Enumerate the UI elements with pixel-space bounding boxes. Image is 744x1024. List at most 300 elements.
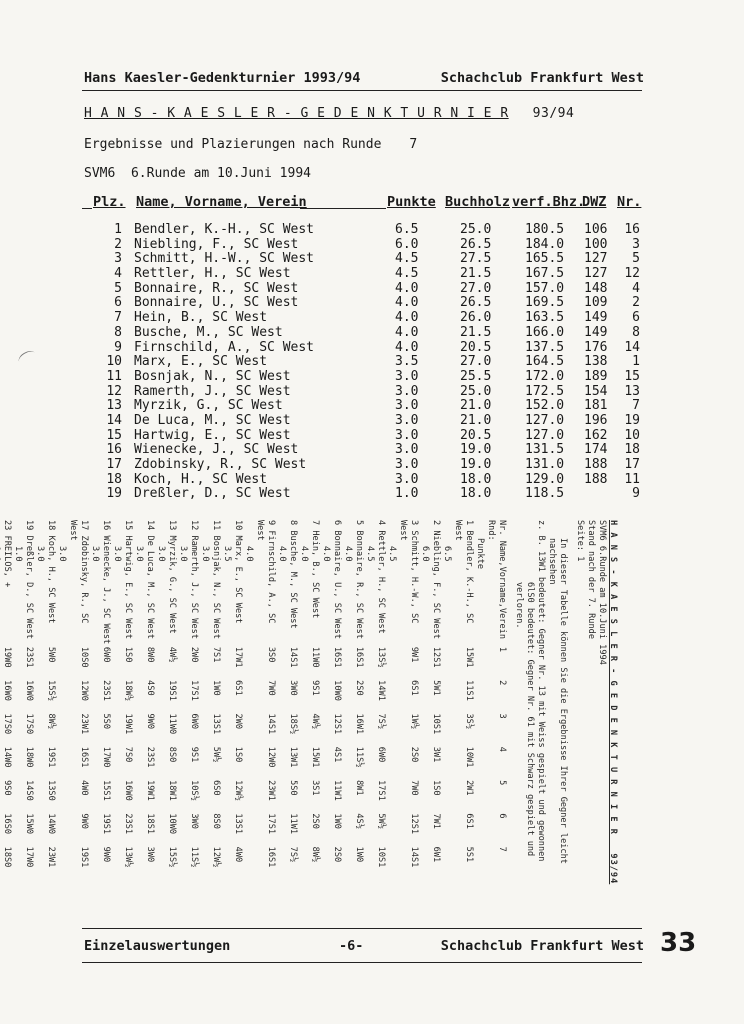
rot-row-result: 12W½ <box>211 846 221 868</box>
cell-verf: 172.5 <box>525 383 565 399</box>
rot-row <box>331 520 342 880</box>
cell-nr: 19 <box>624 412 640 428</box>
rot-row-result: 18W½ <box>123 680 133 701</box>
rot-row <box>353 520 364 880</box>
rot-row-result: 4W0 <box>233 846 243 863</box>
cell-buchholz: 26.5 <box>460 236 492 252</box>
rot-row-result: 19S1 <box>101 813 111 835</box>
cell-nr: 10 <box>624 427 640 443</box>
rot-line2: SVM6 6.Runde am 10.Juni 1994 <box>597 520 607 665</box>
col-plz: Plz. <box>93 194 126 210</box>
rot-head-cell: 2 <box>497 680 507 686</box>
cell-dwz: 162 <box>584 427 608 443</box>
rot-row-result: 8W½ <box>310 846 320 863</box>
rot-head-cell: 5 <box>497 780 507 786</box>
cell-buchholz: 27.0 <box>460 354 492 370</box>
rot-row <box>188 520 199 880</box>
rot-row-points: 6.5 <box>442 546 452 562</box>
rot-row-points: 3.5 <box>222 546 232 562</box>
footer-rule-bottom <box>82 962 642 963</box>
cell-name: Hartwig, E., SC West <box>134 427 291 443</box>
rot-row-result: 1W½ <box>409 713 419 729</box>
rot-head-cell: 1 <box>497 646 507 653</box>
table-row <box>0 266 744 281</box>
rot-row-result: 17S0 <box>2 713 12 735</box>
cell-punkte: 4.0 <box>395 310 419 326</box>
cell-verf: 157.0 <box>525 280 565 296</box>
rot-row-name: 8 Busche, M., SC West <box>288 520 298 629</box>
cell-plz: 16 <box>106 442 122 458</box>
cell-buchholz: 25.0 <box>460 222 492 237</box>
cell-plz: 19 <box>106 486 122 502</box>
rot-row-name: 2 Niebling, F., SC West <box>431 520 441 639</box>
rot-row-result: 14S0 <box>24 780 34 801</box>
cell-plz: 3 <box>114 251 122 267</box>
cell-punkte: 3.0 <box>395 368 419 384</box>
cell-buchholz: 21.5 <box>460 324 492 340</box>
table-row <box>0 384 744 399</box>
cell-buchholz: 18.0 <box>460 471 492 487</box>
cell-name: Bonnaire, R., SC West <box>134 280 299 296</box>
cell-punkte: 4.0 <box>395 339 419 355</box>
rot-row-result: 6S1 <box>233 680 243 696</box>
rotated-crosstable <box>2 520 618 885</box>
rot-row-result: 3S1 <box>310 780 320 796</box>
rot-row-name: 12 Ramerth, J., SC West <box>189 520 199 639</box>
rot-note3: 6lS0 bedeutet: Gegner Nr. 61 mit Schwarz gespielt und verloren. <box>514 582 535 857</box>
rot-row-result: 9W0 <box>145 713 155 729</box>
rot-row-result: 4S½ <box>354 813 364 829</box>
rot-row-result: 13S½ <box>376 646 386 668</box>
rot-row-result: 16S1 <box>332 646 342 668</box>
rot-row-result: 17S1 <box>266 813 276 835</box>
rot-row <box>23 520 34 880</box>
rot-row-result: 9S1 <box>189 746 199 763</box>
rot-row-points: 4.5 <box>365 546 375 562</box>
footer-middle: -6- <box>339 938 364 954</box>
rot-row-result: 7W1 <box>431 813 441 829</box>
rot-row-result: 8W0 <box>145 646 155 663</box>
cell-dwz: 188 <box>584 457 608 472</box>
rot-row-result: 5S0 <box>288 780 298 796</box>
rot-row <box>144 520 155 880</box>
rot-note2: z. B. 13W1 bedeutet: Gegner Nr. 13 mit Weiss gespielt und gewonnen <box>536 520 546 862</box>
rot-row-result: 1S0 <box>431 780 441 796</box>
rot-row-result: 18W0 <box>24 746 34 768</box>
cell-plz: 17 <box>106 457 122 472</box>
cell-dwz: 154 <box>584 383 608 399</box>
rot-row-result: 9W0 <box>101 846 111 863</box>
rot-row-result: 1W0 <box>332 813 342 829</box>
rot-row-result: 23W1 <box>266 780 276 801</box>
cell-name: Bonnaire, U., SC West <box>134 295 299 311</box>
rot-row-points: 3.0 <box>178 546 188 562</box>
main-title-text: H A N S - K A E S L E R - G E D E N K T U R N I E R <box>84 106 509 121</box>
rot-row-result: 13S0 <box>46 780 56 801</box>
rot-row-points: 4.0 <box>277 546 287 562</box>
rot-row-result: 13S1 <box>211 713 221 735</box>
cell-nr: 16 <box>624 222 640 237</box>
cell-punkte: 3.0 <box>395 427 419 443</box>
rot-row-name: 17 Zdobinsky, R., SC West <box>68 520 89 624</box>
rot-row-result: 9W1 <box>409 646 419 663</box>
rot-row-result: 15W1 <box>310 746 320 768</box>
cell-verf: 164.5 <box>525 354 565 370</box>
rot-row-points: 3.0 <box>35 546 45 562</box>
rot-row-result: 19S1 <box>79 846 89 868</box>
rot-row-result: 1S0 <box>123 646 133 663</box>
col-dwz: DWZ <box>582 194 607 210</box>
cell-nr: 7 <box>632 398 640 414</box>
rot-row-result: 13W½ <box>123 846 133 868</box>
cell-plz: 7 <box>114 310 122 326</box>
rot-row <box>254 520 276 880</box>
cell-punkte: 4.0 <box>395 295 419 311</box>
cell-verf: 167.5 <box>525 266 565 282</box>
rot-row-result: 12S1 <box>409 813 419 835</box>
rot-head-cell: 3 <box>497 713 507 719</box>
cell-name: Bendler, K.-H., SC West <box>134 222 315 237</box>
cell-verf: 172.0 <box>525 368 565 384</box>
rot-row-result: 23S1 <box>145 746 155 768</box>
cell-name: Myrzik, G., SC West <box>134 398 283 414</box>
rot-header-punkte: Punkte <box>475 538 485 570</box>
main-title <box>84 106 574 121</box>
rot-row-name: 13 Myrzik, G., SC West <box>167 520 177 634</box>
rot-row-result: 6W1 <box>431 846 441 863</box>
rot-row-result: 13S1 <box>233 813 243 835</box>
table-row <box>0 369 744 384</box>
cell-name: Ramerth, J., SC West <box>134 383 291 399</box>
rot-row <box>1 520 12 880</box>
table-row <box>0 413 744 428</box>
rot-row-name: 18 Koch, H., SC West <box>46 520 56 624</box>
rot-row-result: 19S1 <box>167 680 177 701</box>
cell-nr: 13 <box>624 383 640 399</box>
rot-row-result: 19W0 <box>2 646 12 668</box>
rot-row-result: 1W0 <box>211 680 221 696</box>
table-row <box>0 354 744 369</box>
rot-row-result: 16W0 <box>2 680 12 701</box>
cell-buchholz: 19.0 <box>460 442 492 458</box>
cell-nr: 6 <box>632 310 640 326</box>
rot-row-result: 11W0 <box>167 713 177 735</box>
rot-row-name: 16 Wienecke, J., SC West <box>101 520 111 645</box>
rot-row-result: 17S0 <box>24 713 34 735</box>
rot-row <box>166 520 177 880</box>
cell-punkte: 3.0 <box>395 457 419 472</box>
table-row <box>0 486 744 501</box>
footer-right: Schachclub Frankfurt West <box>440 938 644 954</box>
rot-row-points: 4.0 <box>244 546 254 562</box>
cell-name: Niebling, F., SC West <box>134 236 299 252</box>
cell-dwz: 100 <box>584 236 608 252</box>
rot-head-cell: Nr. Name,Vorname,Verein Rnd: <box>486 520 507 639</box>
cell-buchholz: 27.0 <box>460 280 492 296</box>
rot-header-row <box>485 520 507 880</box>
cell-plz: 12 <box>106 383 122 399</box>
cell-nr: 2 <box>632 295 640 311</box>
rot-row-result: 5W½ <box>211 746 221 763</box>
cell-name: Wienecke, J., SC West <box>134 442 299 458</box>
cell-plz: 5 <box>114 280 122 296</box>
table-row <box>0 472 744 487</box>
column-rule-mid <box>300 208 386 209</box>
rot-row-result: 3W0 <box>145 846 155 863</box>
cell-dwz: 127 <box>584 266 608 282</box>
cell-verf: 184.0 <box>525 236 565 252</box>
table-row <box>0 457 744 472</box>
rot-row <box>210 520 221 880</box>
footer-rule-top <box>82 928 642 929</box>
rot-row-result: 3S½ <box>464 713 474 729</box>
rot-row-points: 4.0 <box>299 546 309 562</box>
rot-row <box>397 520 419 880</box>
cell-plz: 6 <box>114 295 122 311</box>
rot-row-name: 3 Schmitt, H.-W., SC West <box>398 520 419 624</box>
rot-row-result: 14W1 <box>376 680 386 701</box>
cell-verf: 131.5 <box>525 442 565 458</box>
rot-row-result: 14W0 <box>2 746 12 768</box>
cell-punkte: 3.0 <box>395 442 419 458</box>
cell-verf: 127.0 <box>525 412 565 428</box>
rot-row-result: 17S1 <box>189 680 199 701</box>
rot-row-points: 3.0 <box>156 546 166 562</box>
rot-row-result: 17W0 <box>101 746 111 768</box>
table-row <box>0 281 744 296</box>
rot-row-result: 19W1 <box>145 780 155 801</box>
cell-verf: 127.0 <box>525 427 565 443</box>
rot-row-result: 7S½ <box>288 846 298 863</box>
cell-dwz: 174 <box>584 442 608 458</box>
rot-row-result: 10W0 <box>332 680 342 701</box>
rot-line4: Seite: 1 <box>575 520 585 562</box>
rot-row-result: 12W½ <box>233 780 243 801</box>
rot-row-result: 8S0 <box>211 813 221 829</box>
header-right: Schachclub Frankfurt West <box>440 70 644 86</box>
page-footer <box>84 938 644 954</box>
cell-name: Busche, M., SC West <box>134 324 283 340</box>
cell-verf: 180.5 <box>525 222 565 237</box>
rot-row-result: 17S1 <box>376 780 386 801</box>
rot-row-result: 5S1 <box>464 846 474 863</box>
cell-name: De Luca, M., SC West <box>134 412 291 428</box>
cell-buchholz: 27.5 <box>460 251 492 267</box>
rot-row-result: 16S0 <box>2 813 12 835</box>
table-row <box>0 325 744 340</box>
rot-row-result: 15W0 <box>24 813 34 835</box>
cell-nr: 14 <box>624 339 640 355</box>
rot-row-points: 3.0 <box>112 546 122 562</box>
rot-title: H A N S - K A E S L E R - G E D E N K T U R N I E R 93/94 <box>608 520 618 885</box>
cell-buchholz: 20.5 <box>460 339 492 355</box>
rot-row-result: 2W1 <box>464 780 474 796</box>
cell-buchholz: 21.5 <box>460 266 492 282</box>
rot-row-name: 5 Bonnaire, R., SC West <box>354 520 364 639</box>
cell-nr: 17 <box>624 457 640 472</box>
cell-verf: 166.0 <box>525 324 565 340</box>
cell-plz: 11 <box>106 368 122 384</box>
rot-row-result: 5W½ <box>376 813 386 829</box>
cell-buchholz: 21.0 <box>460 398 492 414</box>
cell-name: Hein, B., SC West <box>134 310 268 326</box>
cell-verf: 165.5 <box>525 251 565 267</box>
rot-row-result: 10S½ <box>189 780 199 801</box>
cell-name: Bosnjak, N., SC West <box>134 368 291 384</box>
cell-dwz: 176 <box>584 339 608 355</box>
cell-nr: 8 <box>632 324 640 340</box>
cell-dwz: 188 <box>584 471 608 487</box>
cell-plz: 1 <box>114 222 122 237</box>
cell-buchholz: 25.0 <box>460 383 492 399</box>
rot-row-result: 16W0 <box>24 680 34 701</box>
rot-row-result: 10S1 <box>431 713 441 735</box>
rot-row-points: 4.0 <box>321 546 331 562</box>
rot-row-result: 2S0 <box>354 680 364 696</box>
rot-row-result: 7S0 <box>123 746 133 763</box>
rot-head-cell: 6 <box>497 813 507 819</box>
rot-row-name: 10 Marx, E., SC West <box>233 520 243 624</box>
standings-table <box>0 222 744 501</box>
rot-row-points: 4.5 <box>387 546 397 562</box>
col-nr: Nr. <box>617 194 642 210</box>
cell-plz: 15 <box>106 427 122 443</box>
cell-plz: 8 <box>114 324 122 340</box>
table-row <box>0 340 744 355</box>
rot-row-result: 11S½ <box>189 846 199 868</box>
rot-row <box>375 520 386 880</box>
rot-row-result: 6S1 <box>409 680 419 696</box>
rot-row-result: 3S0 <box>266 646 276 663</box>
cell-dwz: 149 <box>584 310 608 326</box>
cell-verf: 163.5 <box>525 310 565 326</box>
rot-row-result: 19S1 <box>46 746 56 768</box>
rot-row <box>122 520 133 880</box>
col-verf: verf.Bhz. <box>512 194 586 210</box>
rot-row-points: 1.0 <box>13 546 23 562</box>
rot-row-result: 16W1 <box>354 713 364 735</box>
cell-dwz: 106 <box>584 222 608 237</box>
cell-buchholz: 18.0 <box>460 486 492 502</box>
rot-row-points: 3.0 <box>200 546 210 562</box>
rot-row-name: 14 De Luca, M., SC West <box>145 520 155 639</box>
cell-plz: 9 <box>114 339 122 355</box>
cell-nr: 5 <box>632 251 640 267</box>
cell-nr: 15 <box>624 368 640 384</box>
cell-plz: 10 <box>106 354 122 370</box>
cell-buchholz: 21.0 <box>460 412 492 428</box>
cell-dwz: 196 <box>584 412 608 428</box>
rot-row-result: 16S1 <box>266 846 276 868</box>
rot-row-result: 23W1 <box>46 846 56 868</box>
rot-row-result: 11W0 <box>310 646 320 668</box>
rot-row-result: 5W1 <box>431 680 441 696</box>
cell-plz: 18 <box>106 471 122 487</box>
cell-punkte: 3.0 <box>395 383 419 399</box>
rot-row-result: 12S1 <box>431 646 441 668</box>
cell-name: Dreßler, D., SC West <box>134 486 291 502</box>
rot-row-result: 18S1 <box>145 813 155 835</box>
header-left: Hans Kaesler-Gedenkturnier 1993/94 <box>84 70 361 86</box>
round-line: SVM6 6.Runde am 10.Juni 1994 <box>84 166 311 181</box>
rot-row-result: 7W0 <box>409 780 419 796</box>
rot-row-result: 7W0 <box>266 680 276 696</box>
subtitle <box>84 137 417 152</box>
header-rule <box>82 90 642 91</box>
rot-row-result: 18W1 <box>167 780 177 801</box>
col-name: Name, Vorname, Verein <box>136 194 307 210</box>
rot-row-result: 18S0 <box>2 846 12 868</box>
rot-row-result: 4S0 <box>145 680 155 696</box>
rot-row <box>452 520 474 880</box>
rot-row-result: 15W1 <box>464 646 474 668</box>
rot-row-result: 16S1 <box>79 746 89 768</box>
rot-row-result: 2S0 <box>409 746 419 763</box>
rot-row-name: 19 Dreßler, D., SC West <box>24 520 34 639</box>
rot-row-result: 3W0 <box>288 680 298 696</box>
cell-punkte: 3.5 <box>395 354 419 370</box>
cell-nr: 4 <box>632 280 640 296</box>
rot-row-result: 10W0 <box>167 813 177 835</box>
rot-row-result: 13W1 <box>288 746 298 768</box>
rot-row-result: 16S1 <box>354 646 364 668</box>
rot-row-result: 6W0 <box>376 746 386 763</box>
rot-row-name: 6 Bonnaire, U., SC West <box>332 520 342 639</box>
rot-row-result: 18S½ <box>288 713 298 735</box>
cell-verf: 137.5 <box>525 339 565 355</box>
rot-row-result: 15S1 <box>101 780 111 801</box>
rot-row-points: 3.0 <box>90 546 100 562</box>
subtitle-text: Ergebnisse und Plazierungen nach Runde <box>84 137 382 152</box>
rot-row-name: 7 Hein, B., SC West <box>310 520 320 619</box>
rot-row-name: 11 Bosnjak, N., SC West <box>211 520 221 639</box>
cell-punkte: 3.0 <box>395 398 419 414</box>
rot-row-result: 23S1 <box>123 813 133 835</box>
table-row <box>0 310 744 325</box>
rot-row <box>232 520 243 880</box>
rot-row-result: 9W0 <box>79 813 89 829</box>
cell-buchholz: 25.5 <box>460 368 492 384</box>
rot-row-result: 23S1 <box>101 680 111 701</box>
rot-row-name: 1 Bendler, K.-H., SC West <box>453 520 474 624</box>
cell-punkte: 6.5 <box>395 222 419 237</box>
cell-name: Koch, H., SC West <box>134 471 268 487</box>
cell-punkte: 3.0 <box>395 412 419 428</box>
rot-row-result: 23W1 <box>79 713 89 735</box>
cell-name: Firnschild, A., SC West <box>134 339 315 355</box>
rot-row-result: 11S1 <box>464 680 474 701</box>
rot-row-result: 6S0 <box>211 780 221 796</box>
table-row <box>0 398 744 413</box>
cell-plz: 13 <box>106 398 122 414</box>
rot-row-result: 7S½ <box>376 713 386 729</box>
rot-row-result: 2W0 <box>189 646 199 663</box>
cell-dwz: 148 <box>584 280 608 296</box>
table-row <box>0 251 744 266</box>
main-title-year: 93/94 <box>532 106 575 121</box>
cell-dwz: 109 <box>584 295 608 311</box>
rot-row-points: 4.0 <box>343 546 353 562</box>
cell-nr: 9 <box>632 486 640 502</box>
rot-row-result: 6W0 <box>101 646 111 663</box>
rot-row-name: 9 Firnschild, A., SC West <box>255 520 276 624</box>
cell-punkte: 4.5 <box>395 251 419 267</box>
rot-row-name: 23 FREILOS, + <box>2 520 12 588</box>
rot-row-result: 12W0 <box>79 680 89 701</box>
rot-row-points: 3.0 <box>134 546 144 562</box>
cell-name: Schmitt, H.-W., SC West <box>134 251 315 267</box>
rot-row-result: 3W1 <box>431 746 441 763</box>
